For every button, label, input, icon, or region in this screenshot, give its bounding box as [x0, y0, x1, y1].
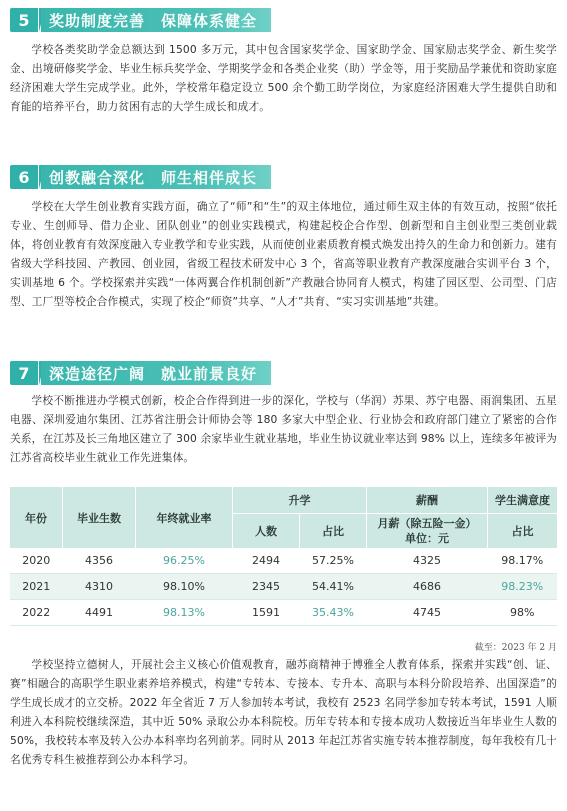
section-5-title: 奖助制度完善 保障体系健全 — [41, 8, 271, 32]
th-fs-count: 人数 — [233, 514, 300, 549]
cell-employment-rate: 96.25% — [136, 548, 233, 574]
cell-graduates: 4491 — [63, 600, 136, 626]
cell-fs-count: 2494 — [233, 548, 300, 574]
cell-salary: 4745 — [367, 600, 488, 626]
cell-graduates: 4356 — [63, 548, 136, 574]
cell-year: 2021 — [10, 574, 63, 600]
cell-fs-ratio: 57.25% — [300, 548, 367, 574]
cell-satisfaction: 98.17% — [488, 548, 558, 574]
th-salary-sub2: 单位：元 — [405, 532, 449, 545]
cell-fs-count: 2345 — [233, 574, 300, 600]
table-row — [10, 548, 557, 574]
employment-table — [10, 487, 557, 626]
section-7-title: 深造途径广阔 就业前景良好 — [41, 361, 271, 385]
table-row — [10, 600, 557, 626]
cell-year: 2020 — [10, 548, 63, 574]
cell-salary: 4686 — [367, 574, 488, 600]
th-sat-ratio: 占比 — [488, 514, 558, 549]
section-5-number: 5 — [10, 8, 38, 32]
section-6-paragraph: 学校在大学生创业教育实践方面，确立了“师”和“生”的双主体地位，通过师生双主体的有效互动，按照“依托专业、生创师导、借力企业、团队创业”的创业实践模式，构建起校企合作型、创新型和自主创业型三类创业载体，将创业教育有效深度融入专业教学和专业实践，从而使创业素质教育模式焕发出持久的生命力和创新力。建有省级大学科技园、产教园、创业园，省级工程技术研发中心 3 个，省高等职业教育产教深度融合实训平台 3 个，实训基地 6 个。学校探索并实践“一体两翼合作机制创新”产教融合协同育人模式，构建了园区型、公司型、门店型、工厂型等校企合作模式，实现了校企“师资”共享、“人才”共育、“实习实训基地”共建。 — [10, 200, 557, 308]
th-employment-rate: 年终就业率 — [136, 487, 233, 548]
section-6-title: 创教融合深化 师生相伴成长 — [41, 165, 271, 189]
th-year: 年份 — [10, 487, 63, 548]
cell-fs-ratio: 54.41% — [300, 574, 367, 600]
table-note: 截至：2023 年 2 月 — [474, 643, 557, 653]
th-salary: 薪酬 — [367, 487, 488, 514]
cell-graduates: 4310 — [63, 574, 136, 600]
th-satisfaction: 学生满意度 — [488, 487, 558, 514]
section-7-paragraph-2: 学校坚持立德树人，开展社会主义核心价值观教育，融苏商精神于博雅全人教育体系，探索并实践“创、证、赛”相融合的高职学生职业素养培养模式，构建“专转本、专接本、专升本、高职与本科分阶段培养、出国深造”的学生成长成才的立交桥。2022 年全省近 7 万人参加转本考试，我校有 2523 名同学参加专转本考试，1591 人顺利进入本科院校继续深造，其中近 50% 录取公办本科院校。历年专转本和专接本成功人数接近当年毕业生人数的 50%，我校转本率及转入公办本科率均名列前茅。同时从 2013 年起江苏省实施专转本推荐制度，每年我校有几十名优秀专科生被推荐到公办本科学习。 — [10, 658, 557, 766]
cell-satisfaction: 98% — [488, 600, 558, 626]
section-5-paragraph: 学校各类奖助学金总额达到 1500 多万元，其中包含国家奖学金、国家助学金、国家励志奖学金、新生奖学金、出境研修奖学金、毕业生标兵奖学金、学期奖学金和各类企业奖（助）学金等，用于奖励品学兼优和资助家庭经济困难大学生完成学业。此外，学校常年稳定设立 500 余个勤工助学岗位，为家庭经济困难大学生提供自助和育能的培养平台，助力贫困有志的大学生成长和成才。 — [10, 43, 557, 113]
cell-employment-rate: 98.10% — [136, 574, 233, 600]
section-7-header — [10, 361, 271, 385]
th-further-study: 升学 — [233, 487, 367, 514]
cell-fs-ratio: 35.43% — [300, 600, 367, 626]
section-7-number: 7 — [10, 361, 38, 385]
section-6-number: 6 — [10, 165, 38, 189]
th-fs-ratio: 占比 — [300, 514, 367, 549]
section-7-paragraph: 学校不断推进办学模式创新，校企合作得到进一步的深化，学校与（华润）苏果、苏宁电器、雨润集团、五星电器、深圳爱迪尔集团、江苏省注册会计师协会等 180 多家大中型企业、行业协会和政府部门建立了紧密的合作关系，在江苏及长三角地区建立了 300 余家毕业生就业基地，毕业生协议就业率达到 98% 以上，连续多年被评为江苏省高校毕业生就业工作先进集体。 — [10, 394, 557, 464]
section-5-header — [10, 8, 271, 32]
table-row — [10, 574, 557, 600]
cell-satisfaction: 98.23% — [488, 574, 558, 600]
section-6-header — [10, 165, 271, 189]
th-graduates: 毕业生数 — [63, 487, 136, 548]
th-salary-sub1: 月薪（除五险一金） — [377, 517, 477, 530]
th-salary-sub — [367, 514, 488, 549]
cell-fs-count: 1591 — [233, 600, 300, 626]
cell-salary: 4325 — [367, 548, 488, 574]
cell-employment-rate: 98.13% — [136, 600, 233, 626]
cell-year: 2022 — [10, 600, 63, 626]
